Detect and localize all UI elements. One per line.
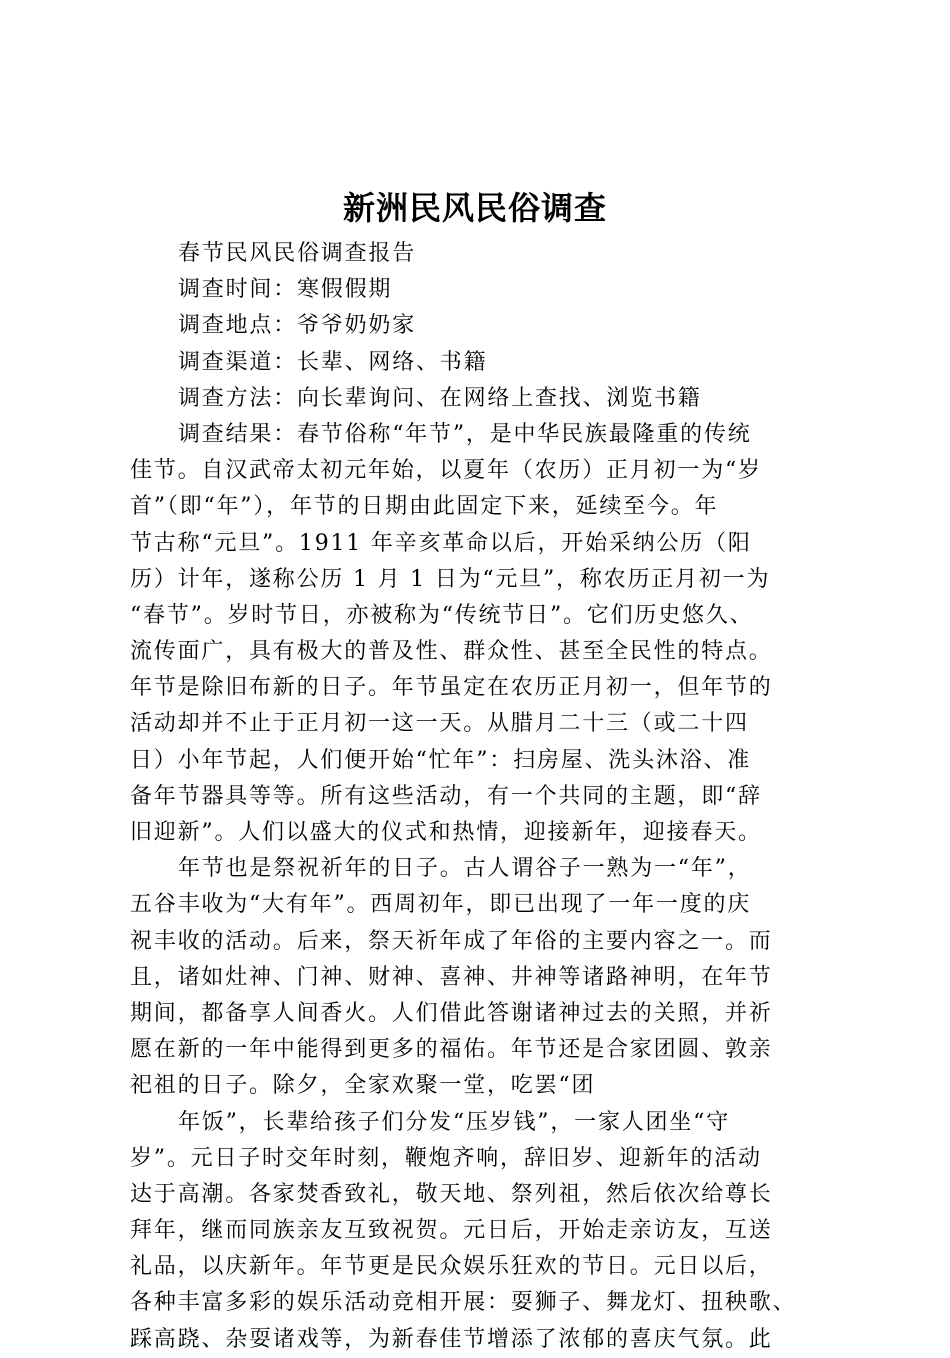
text-line: 备年节器具等等。所有这些活动，有一个共同的主题，即“辞 bbox=[130, 783, 762, 809]
text-line: 达于高潮。各家焚香致礼，敬天地、祭列祖，然后依次给尊长 bbox=[130, 1181, 773, 1207]
text-line: 调查渠道：长辈、网络、书籍 bbox=[178, 349, 488, 375]
text-line: “春节”。岁时节日，亦被称为“传统节日”。它们历史悠久、 bbox=[130, 602, 754, 628]
text-line: 年节也是祭祝祈年的日子。古人谓谷子一熟为一“年”， bbox=[178, 856, 752, 882]
text-line: 春节民风民俗调查报告 bbox=[178, 241, 417, 266]
text-line: 调查时间：寒假假期 bbox=[178, 277, 393, 303]
document-body bbox=[130, 236, 850, 1358]
text-line: 礼品，以庆新年。年节更是民众娱乐狂欢的节日。元日以后， bbox=[130, 1254, 773, 1280]
text-line: 且，诸如灶神、门神、财神、喜神、井神等诸路神明，在年节 bbox=[130, 964, 773, 990]
text-line: 年节是除旧布新的日子。年节虽定在农历正月初一，但年节的 bbox=[130, 675, 773, 701]
text-line: 旧迎新”。人们以盛大的仪式和热情，迎接新年，迎接春天。 bbox=[130, 820, 762, 845]
text-line: 祀祖的日子。除夕，全家欢聚一堂，吃罢“团 bbox=[130, 1073, 596, 1099]
text-line: 调查结果：春节俗称“年节”，是中华民族最隆重的传统 bbox=[178, 421, 752, 447]
document-title: 新洲民风民俗调查 bbox=[342, 189, 607, 227]
text-line: 五谷丰收为“大有年”。西周初年，即已出现了一年一度的庆 bbox=[130, 892, 752, 918]
text-line: 岁”。元日子时交年时刻，鞭炮齐响，辞旧岁、迎新年的活动 bbox=[130, 1145, 762, 1171]
text-line: 踩高跷、杂耍诸戏等，为新春佳节增添了浓郁的喜庆气氛。此 bbox=[130, 1326, 773, 1352]
text-line: 调查方法：向长辈询问、在网络上查找、浏览书籍 bbox=[178, 385, 702, 411]
text-line: 日）小年节起，人们便开始“忙年”：扫房屋、洗头沐浴、准 bbox=[130, 747, 752, 773]
text-line: 调查地点：爷爷奶奶家 bbox=[178, 313, 417, 339]
text-line: 佳节。自汉武帝太初元年始，以夏年（农历）正月初一为“岁 bbox=[130, 458, 762, 484]
text-line: 活动却并不止于正月初一这一天。从腊月二十三（或二十四 bbox=[130, 711, 749, 737]
text-line: 拜年，继而同族亲友互致祝贺。元日后，开始走亲访友，互送 bbox=[130, 1218, 773, 1244]
text-line: 历）计年，遂称公历 1 月 1 日为“元旦”，称农历正月初一为 bbox=[130, 566, 771, 592]
text-line: 祝丰收的活动。后来，祭天祈年成了年俗的主要内容之一。而 bbox=[130, 928, 773, 954]
text-line: 期间，都备享人间香火。人们借此答谢诸神过去的关照，并祈 bbox=[130, 1000, 773, 1026]
text-line: 各种丰富多彩的娱乐活动竞相开展：耍狮子、舞龙灯、扭秧歌、 bbox=[130, 1290, 797, 1316]
text-line: 愿在新的一年中能得到更多的福佑。年节还是合家团圆、敦亲 bbox=[130, 1037, 773, 1063]
text-line: 年饭”，长辈给孩子们分发“压岁钱”，一家人团坐“守 bbox=[178, 1109, 730, 1135]
text-line: 首”（即“年”），年节的日期由此固定下来，延续至今。年 bbox=[130, 494, 719, 520]
text-line: 节古称“元旦”。1911 年辛亥革命以后，开始采纳公历（阳 bbox=[130, 530, 752, 556]
text-line: 流传面广，具有极大的普及性、群众性、甚至全民性的特点。 bbox=[130, 639, 773, 665]
